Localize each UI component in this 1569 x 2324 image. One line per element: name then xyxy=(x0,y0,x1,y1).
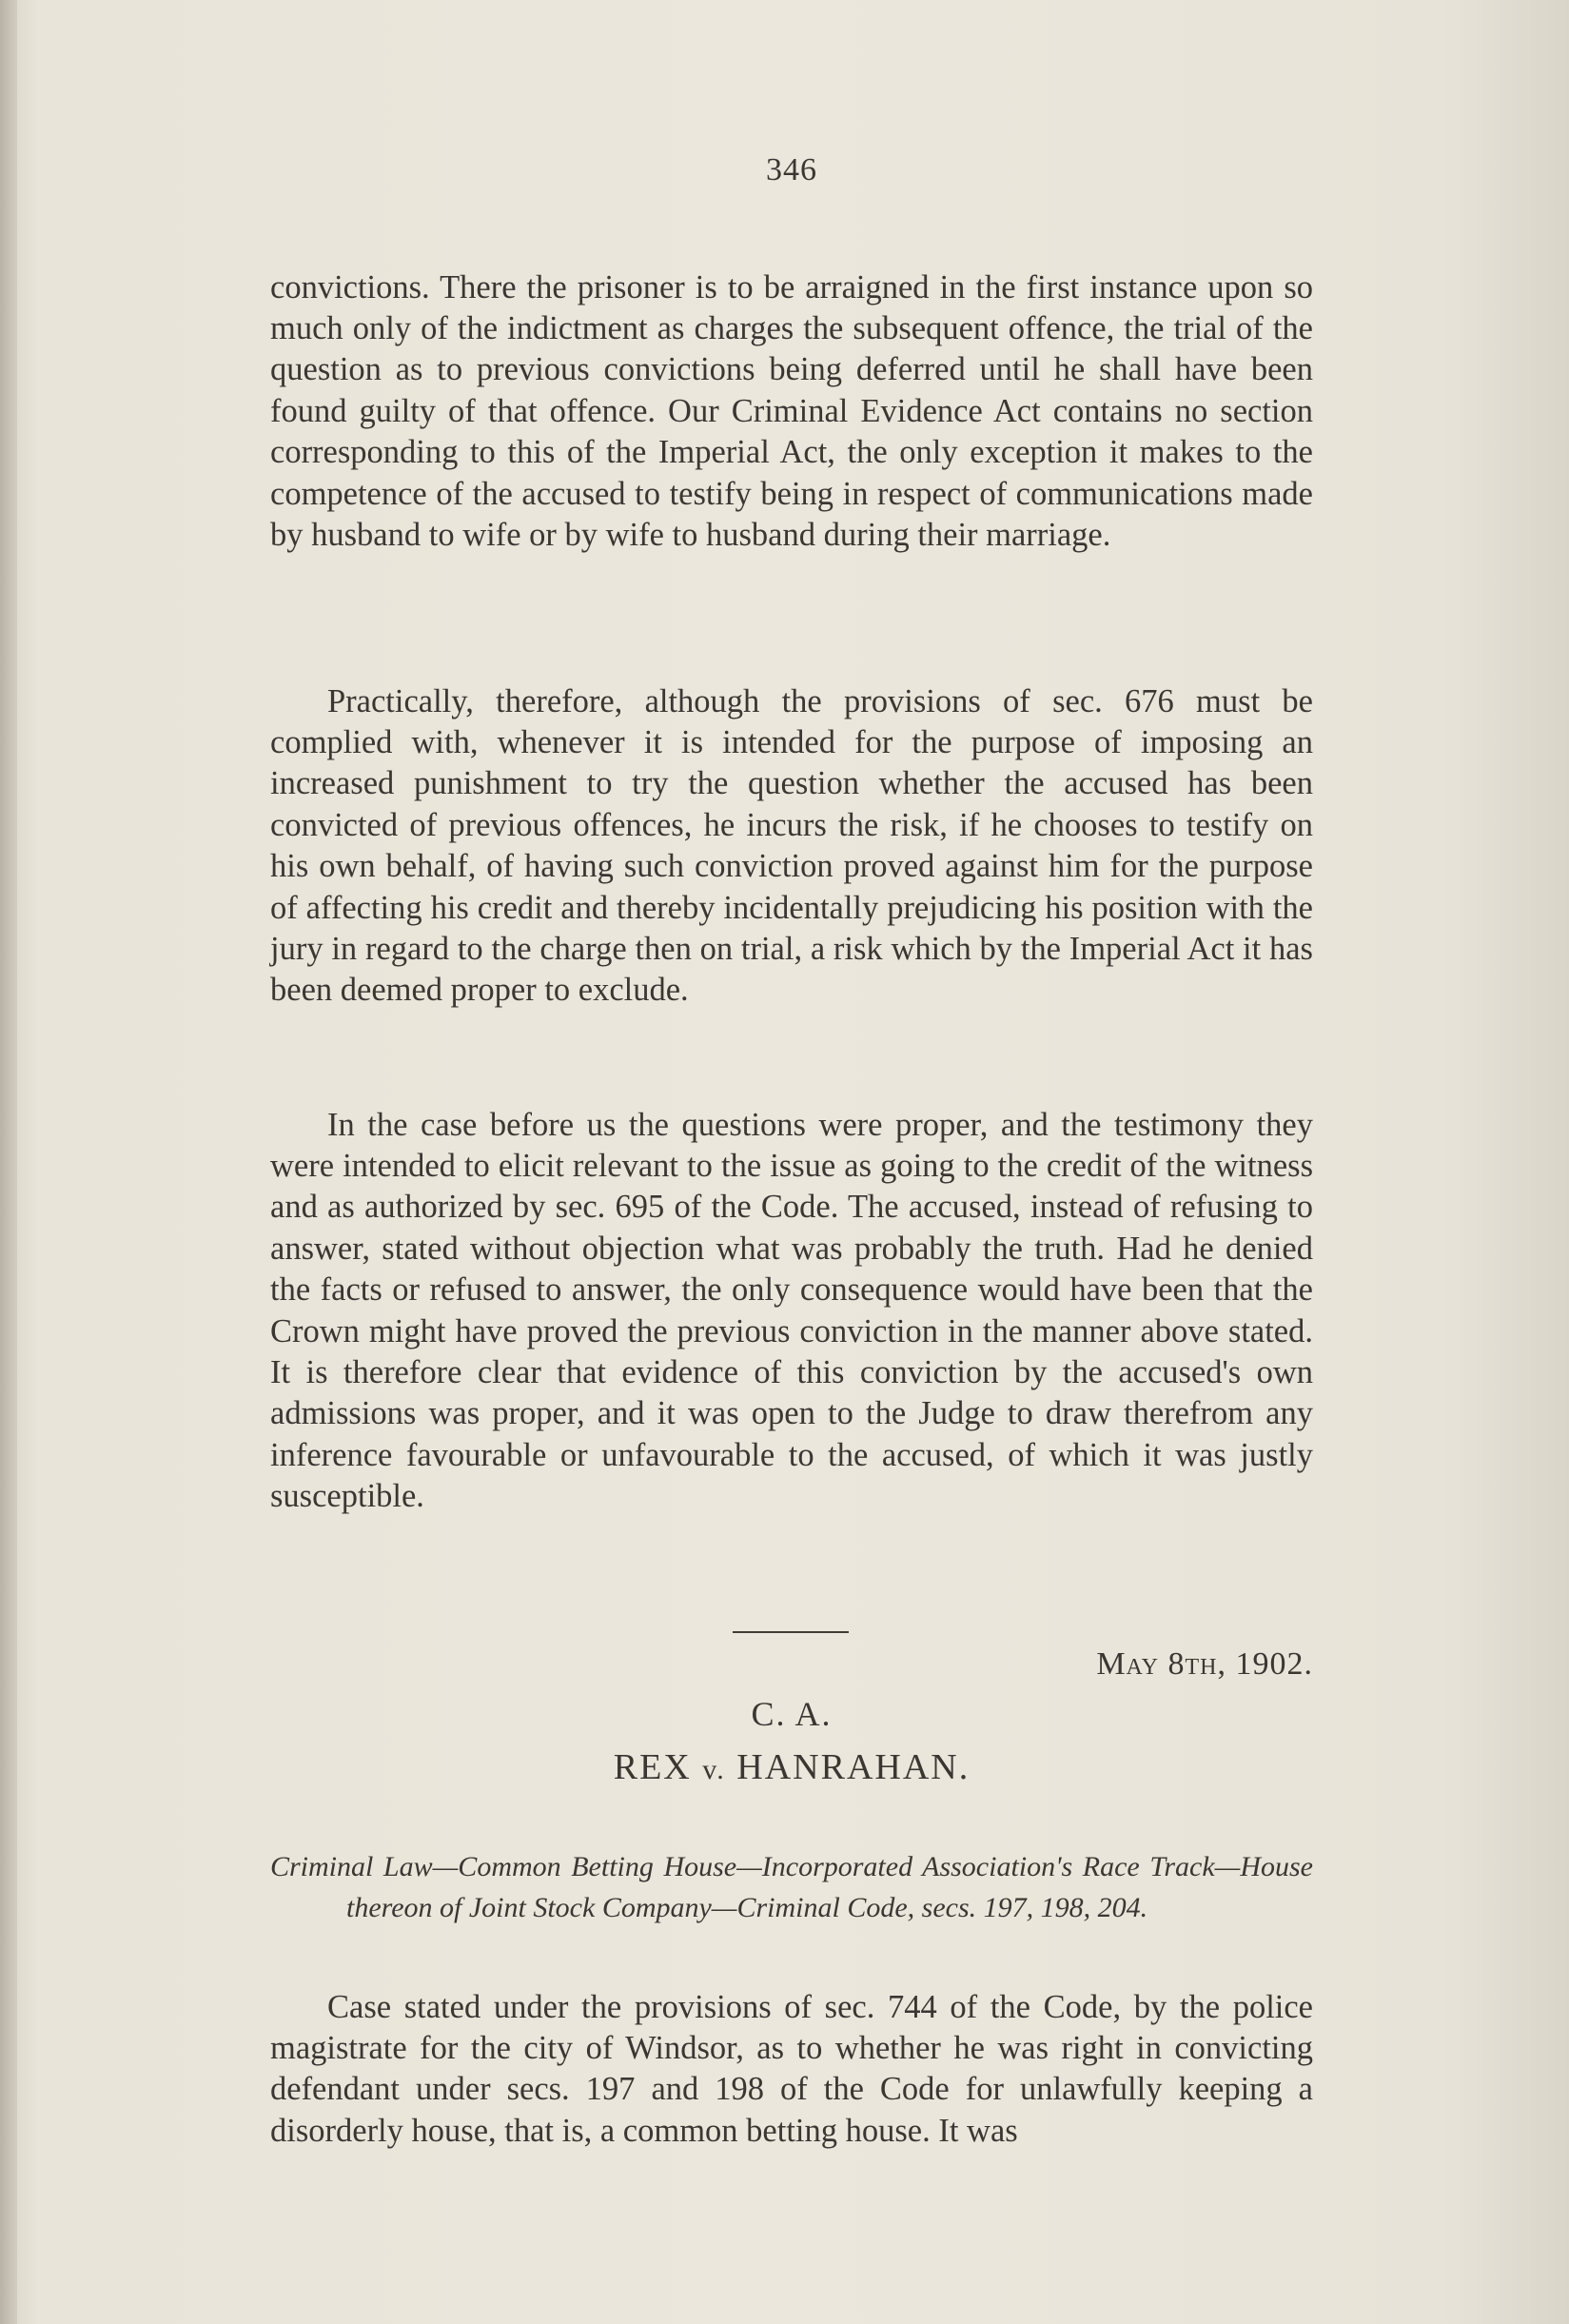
judgment-date: May 8th, 1902. xyxy=(1096,1646,1313,1682)
page-number: 346 xyxy=(766,152,817,187)
case-plaintiff: REX xyxy=(613,1747,692,1787)
case-headnote: Criminal Law—Common Betting House—Incorporated Association's Race Track—House thereon of Joint Stock Company—Criminal Code, secs. 197, 198, 204. xyxy=(270,1851,1313,1923)
court-label: C. A. xyxy=(751,1695,833,1733)
paragraph-3: In the case before us the questions were proper, and the testimony they were intended to elicit relevant to the issue as going to the credit of the witness and as authorized by sec. 695 of the Code. The accused, instead of refusing to answer, stated without objection what was probably the truth. Had he denied the facts or refused to answer, the only consequence would have been that the Crown might have proved the previous conviction in the manner above stated. It is therefore clear that evidence of this conviction by the accused's own admissions was proper, and it was open to the Judge to draw therefrom any inference favourable or unfavourable to the accused, of which it was justly susceptible. xyxy=(270,1106,1313,1515)
paragraph-1: convictions. There the prisoner is to be arraigned in the first instance upon so much only of the indictment as charges the subsequent offence, the trial of the question as to previous convictions being deferred until he shall have been found guilty of that offence. Our Criminal Evidence Act contains no section corresponding to this of the Imperial Act, the only exception it makes to the competence of the accused to testify being in respect of communications made by husband to wife or by wife to husband during their marriage. xyxy=(270,268,1313,553)
section-divider xyxy=(733,1631,849,1633)
case-defendant: HANRAHAN. xyxy=(736,1747,971,1787)
paragraph-2: Practically, therefore, although the provisions of sec. 676 must be complied with, whenever it is intended for the purpose of imposing an increased punishment to try the question whether the accused has been convicted of previous offences, he incurs the risk, if he chooses to testify on his own behalf, of having such conviction proved against him for the purpose of affecting his credit and thereby incidentally prejudicing his position with the jury in regard to the charge then on trial, a risk which by the Imperial Act it has been deemed proper to exclude. xyxy=(270,682,1313,1009)
case-title xyxy=(270,1746,1313,1788)
page-spine-shadow xyxy=(0,0,17,2324)
paragraph-case-stated: Case stated under the provisions of sec. 744 of the Code, by the police magistrate for the city of Windsor, as to whether he was right in convicting defendant under secs. 197 and 198 of the Code for unlawfully keeping a disorderly house, that is, a common betting house. It was xyxy=(270,1988,1313,2149)
case-versus: v. xyxy=(702,1754,726,1785)
